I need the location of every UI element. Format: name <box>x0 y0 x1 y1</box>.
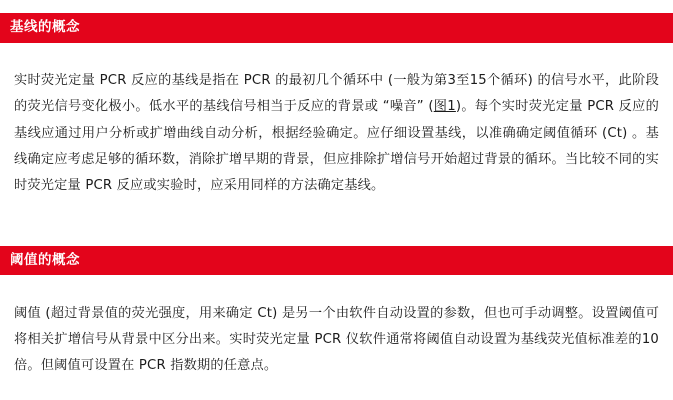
section-body-threshold <box>0 289 673 380</box>
section-threshold <box>0 246 673 380</box>
baseline-text-part-1: 实时荧光定量 PCR 反应的基线是指在 PCR 的最初几个循环中 (一般为第3至15个循环) 的信号水平，此阶段的荧光信号变化极小。低水平的基线信号相当于反应的背景或 “噪音” ( <box>14 72 659 115</box>
section-heading-threshold: 阈值的概念 <box>0 246 673 276</box>
section-gap <box>0 213 673 246</box>
baseline-text-part-2: )。每个实时荧光定量 PCR 反应的基线应通过用户分析或扩增曲线自动分析，根据经验确定。应仔细设置基线，以准确确定阈值循环 (Ct) 。基线确定应考虑足够的循环数，消除扩增早期的背景，但应排除扩增信号开始超过背景的循环。当比较不同的实时荧光定量 PCR 反应或实验时，应采用同样的方法确定基线。 <box>14 99 659 194</box>
figure-reference-link[interactable]: 图1 <box>433 99 456 115</box>
section-heading-baseline: 基线的概念 <box>0 13 673 43</box>
threshold-text: 阈值 (超过背景值的荧光强度，用来确定 Ct) 是另一个由软件自动设置的参数，但也可手动调整。设置阈值可将相关扩增信号从背景中区分出来。实时荧光定量 PCR 仪软件通常将阈值自动设置为基线荧光值标准差的10倍。但阈值可设置在 PCR 指数期的任意点。 <box>14 305 659 374</box>
section-body-baseline <box>0 56 673 200</box>
